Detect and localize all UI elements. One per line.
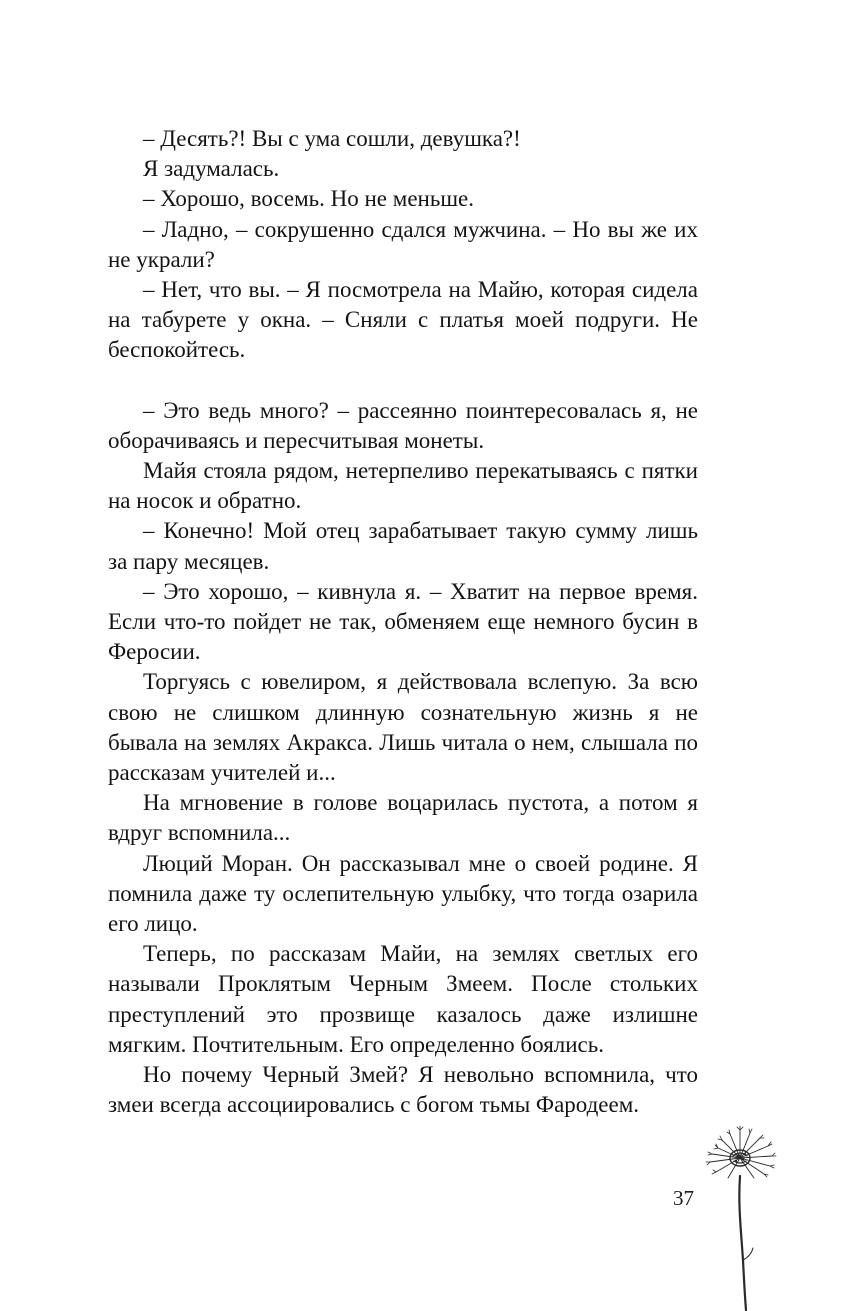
paragraph: – Десять?! Вы с ума сошли, девушка?! [143,126,521,151]
page-number: 37 [673,1186,694,1210]
paragraph: – Это хорошо, – кивнула я. – Хватит на первое время. Если что-то пойдет не так, обменяем еще немного бусин в Феросии. [108,578,698,665]
paragraph: Я задумалась. [143,156,280,182]
paragraph: – Хорошо, восемь. Но не меньше. [143,186,474,212]
paragraph: Но почему Черный Змей? Я невольно вспомнила, что змеи всегда ассоциировались с богом тьмы Фародеем. [108,1062,698,1118]
paragraph: На мгновение в голове воцарилась пустота, а потом я вдруг вспомнила... [108,790,698,846]
paragraph: Люций Моран. Он рассказывал мне о своей родине. Я помнила даже ту ослепительную улыбку, что тогда озарила его лицо. [108,850,698,937]
paragraph: – Конечно! Мой отец зарабатывает такую сумму лишь за пару месяцев. [108,518,698,574]
section-break [108,366,698,396]
paragraph: – Ладно, – сокрушенно сдался мужчина. – Но вы же их не украли? [108,216,698,272]
paragraph: Теперь, по рассказам Майи, на землях светлых его называли Проклятым Черным Змеем. После стольких преступлений это прозвище казалось даже излишне мягким. Почтительным. Его определенно боялись. [108,941,698,1057]
paragraph: – Нет, что вы. – Я посмотрела на Майю, которая сидела на табурете у окна. – Сняли с платья моей подруги. Не беспокойтесь. [108,277,698,363]
paragraph: – Это ведь много? – рассеянно поинтересовалась я, не оборачиваясь и пересчитывая монеты. [108,397,698,453]
paragraph: Майя стояла рядом, нетерпеливо перекатываясь с пятки на носок и обратно. [108,458,698,514]
page-text [108,124,698,1121]
dandelion-flower-icon [688,1120,798,1311]
paragraph: Торгуясь с ювелиром, я действовала вслепую. За всю свою не слишком длинную сознательную жизнь я не бывала на землях Акракса. Лишь читала о нем, слышала по рассказам учителей и... [108,669,698,786]
